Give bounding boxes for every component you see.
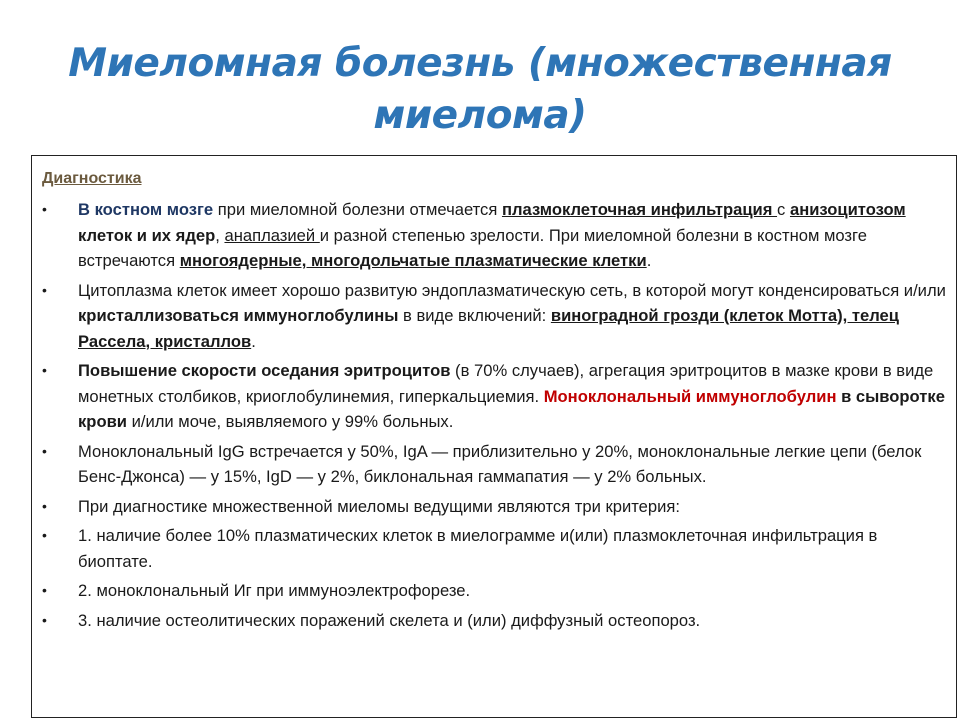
- list-item-text: Моноклональный иммуноглобулин: [543, 386, 837, 406]
- list-item: [32, 608, 957, 634]
- list-item-text: (в 70% случаев), агрегация эритроцитов в мазке крови в виде монетных столбиков, криоглобулинемия, гиперкальциемия.: [78, 361, 934, 406]
- list-item-text: анизоцитозом: [789, 200, 906, 219]
- list-item-text: 3. наличие остеолитических поражений скелета и (или) диффузный остеопороз.: [78, 610, 701, 630]
- list-item: [32, 494, 957, 520]
- list-item-text: .: [251, 331, 256, 351]
- list-item-text: клеток и их ядер: [78, 225, 216, 245]
- bullet-marker: •: [42, 442, 47, 459]
- bullet-marker: •: [42, 362, 47, 378]
- bullet-list: [32, 197, 957, 637]
- list-item-text: виноградной грозди (клеток Мотта), телец Рассела, кристаллов: [78, 306, 899, 351]
- bullet-marker: •: [42, 497, 47, 514]
- list-item-text: .: [646, 251, 652, 270]
- list-item-text: с: [777, 200, 790, 219]
- bullet-marker: •: [42, 527, 47, 543]
- slide-title: [0, 38, 960, 142]
- list-item: [32, 278, 957, 355]
- list-item: [32, 439, 957, 490]
- list-item-text: Цитоплазма клеток имеет хорошо развитую эндоплазматическую сеть, в которой могут конденсироваться и/или: [78, 280, 946, 300]
- list-item-text: при миеломной болезни отмечается: [213, 200, 502, 219]
- bullet-marker: •: [42, 281, 47, 298]
- list-item: [32, 578, 957, 604]
- list-item-text: В костном мозге: [78, 200, 214, 219]
- bullet-marker: •: [42, 611, 47, 628]
- slide-title-line2: миелома): [373, 93, 587, 138]
- list-item-text: в сыворотке крови: [78, 386, 945, 431]
- list-item-text: кристаллизоваться иммуноглобулины: [78, 306, 399, 325]
- list-item-text: плазмоклеточная инфильтрация: [501, 200, 778, 219]
- list-item-text: и/или моче, выявляемого у 99% больных.: [126, 412, 454, 431]
- section-heading: Диагностика: [42, 170, 142, 187]
- list-item: [32, 197, 957, 274]
- list-item-text: и разной степенью зрелости. При миеломной болезни в костном мозге встречаются: [78, 225, 867, 270]
- list-item: [32, 523, 957, 574]
- bullet-marker: •: [42, 201, 47, 217]
- content-box: [31, 155, 957, 718]
- list-item-text: в виде включений:: [398, 306, 551, 325]
- list-item-text: Повышение скорости оседания эритроцитов: [78, 361, 451, 380]
- list-item-text: При диагностике множественной миеломы ведущими являются три критерия:: [78, 496, 681, 516]
- list-item: [32, 358, 957, 435]
- list-item-text: ,: [215, 225, 225, 245]
- list-item-text: Моноклональный IgG встречается у 50%, IgA — приблизительно у 20%, моноклональные легкие цепи (белок Бенс-Джонса) — у 15%, IgD — у 2%, биклональная гаммапатия — у 2% больных.: [78, 441, 922, 486]
- list-item-text: 2. моноклональный Иг при иммуноэлектрофорезе.: [78, 581, 471, 600]
- list-item-text: 1. наличие более 10% плазматических клеток в миелограмме и(или) плазмоклеточная инфильтрация в биоптате.: [78, 526, 878, 571]
- list-item-text: многоядерные, многодольчатые плазматические клетки: [179, 251, 647, 270]
- list-item-text: анаплазией: [224, 225, 320, 245]
- slide-title-line1: Миеломная болезнь (множественная: [68, 41, 892, 86]
- bullet-marker: •: [42, 582, 47, 598]
